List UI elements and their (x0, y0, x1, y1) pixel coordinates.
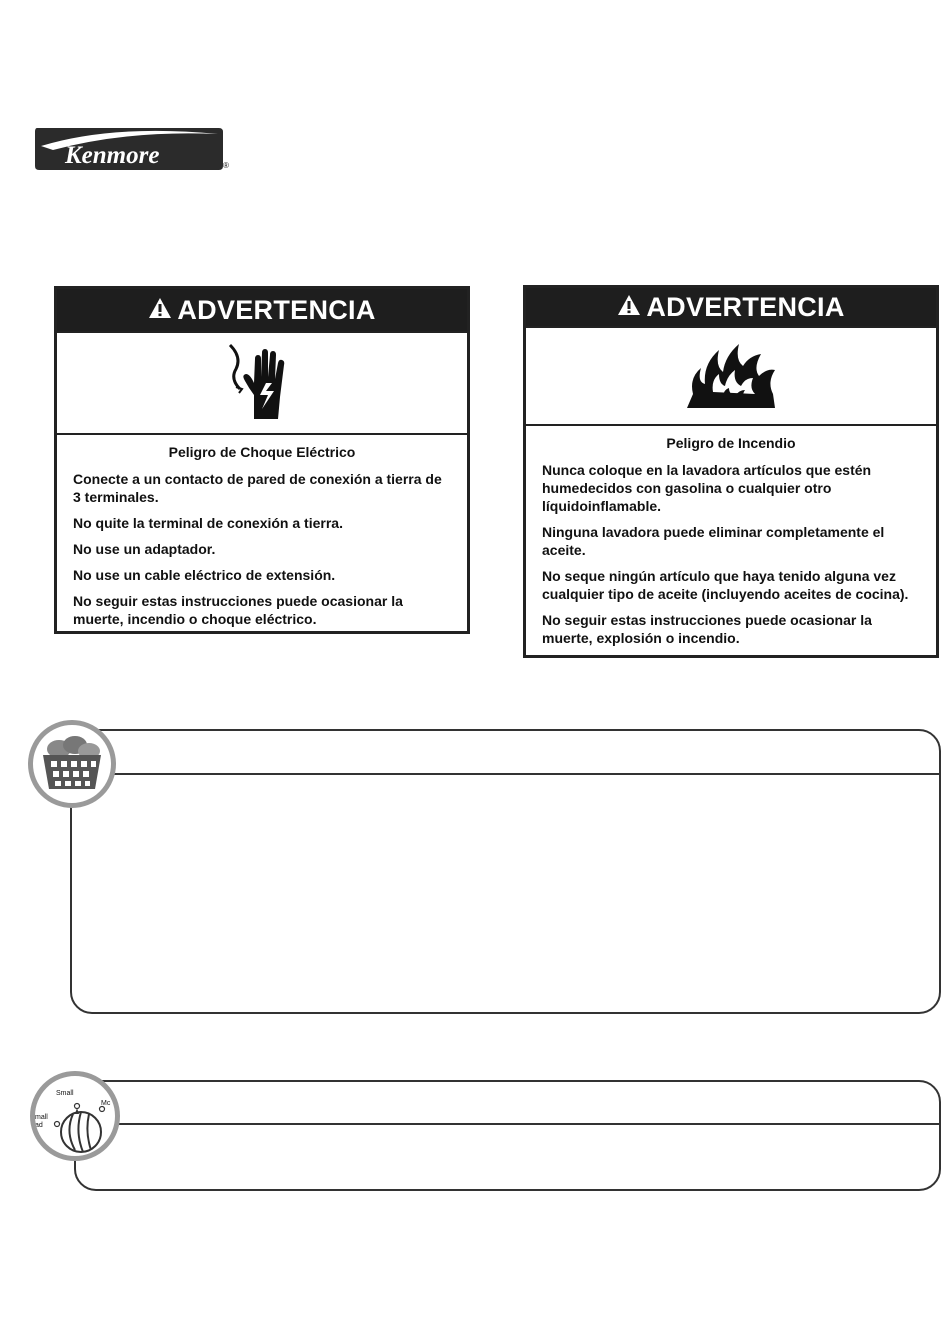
brand-name: Kenmore (65, 142, 160, 169)
warning-line: No quite la terminal de conexión a tierra. (73, 515, 343, 531)
section-frame-load-size (74, 1080, 941, 1191)
fire-flame-icon (683, 338, 779, 415)
warning-body (526, 426, 936, 661)
warning-line: Ninguna lavadora puede eliminar completamente el aceite. (542, 524, 885, 558)
warning-title: Peligro de Choque Eléctrico (168, 444, 356, 460)
load-size-dial-icon (35, 1076, 115, 1156)
warning-line: Conecte a un contacto de pared de conexión a tierra de 3 terminales. (73, 471, 442, 505)
section-icon-circle (28, 720, 116, 808)
registered-mark: ® (223, 161, 229, 170)
warning-header (526, 288, 936, 326)
warning-heading: ADVERTENCIA (646, 291, 845, 322)
laundry-basket-icon (37, 731, 107, 798)
warning-title: Peligro de Incendio (666, 435, 796, 451)
warning-heading: ADVERTENCIA (177, 294, 376, 325)
warning-header (57, 289, 467, 331)
section-icon-circle (30, 1071, 120, 1161)
warning-triangle-icon (148, 295, 172, 326)
warning-pictogram (57, 331, 467, 435)
svg-text:Kenmore (64, 142, 159, 169)
warning-pictogram (526, 326, 936, 426)
warning-triangle-icon (617, 292, 641, 323)
warning-line: No seguir estas instrucciones puede ocasionar la muerte, explosión o incendio. (542, 612, 872, 646)
section-frame-laundry (70, 729, 941, 1014)
dial-label: Small (56, 1090, 74, 1097)
dial-label: ad (35, 1122, 43, 1129)
warning-line: No seguir estas instrucciones puede ocasionar la muerte, incendio o choque eléctrico. (73, 593, 403, 627)
warning-line: No seque ningún artículo que haya tenido alguna vez cualquier tipo de aceite (incluyendo aceites de cocina). (542, 568, 909, 602)
fire-warning (523, 285, 939, 658)
electric-shock-warning (54, 286, 470, 634)
section-divider (100, 773, 941, 775)
kenmore-logo (33, 126, 233, 174)
warning-line: Nunca coloque en la lavadora artículos que estén humedecidos con gasolina o cualquier otro líquidoinflamable. (542, 462, 872, 514)
dial-label: Mc (101, 1100, 111, 1107)
dial-label: mall (35, 1114, 48, 1121)
section-divider (104, 1123, 941, 1125)
electric-shock-hand-icon (222, 339, 302, 428)
warning-line: No use un cable eléctrico de extensión. (73, 567, 336, 583)
warning-body (57, 435, 467, 642)
warning-line: No use un adaptador. (73, 541, 216, 557)
